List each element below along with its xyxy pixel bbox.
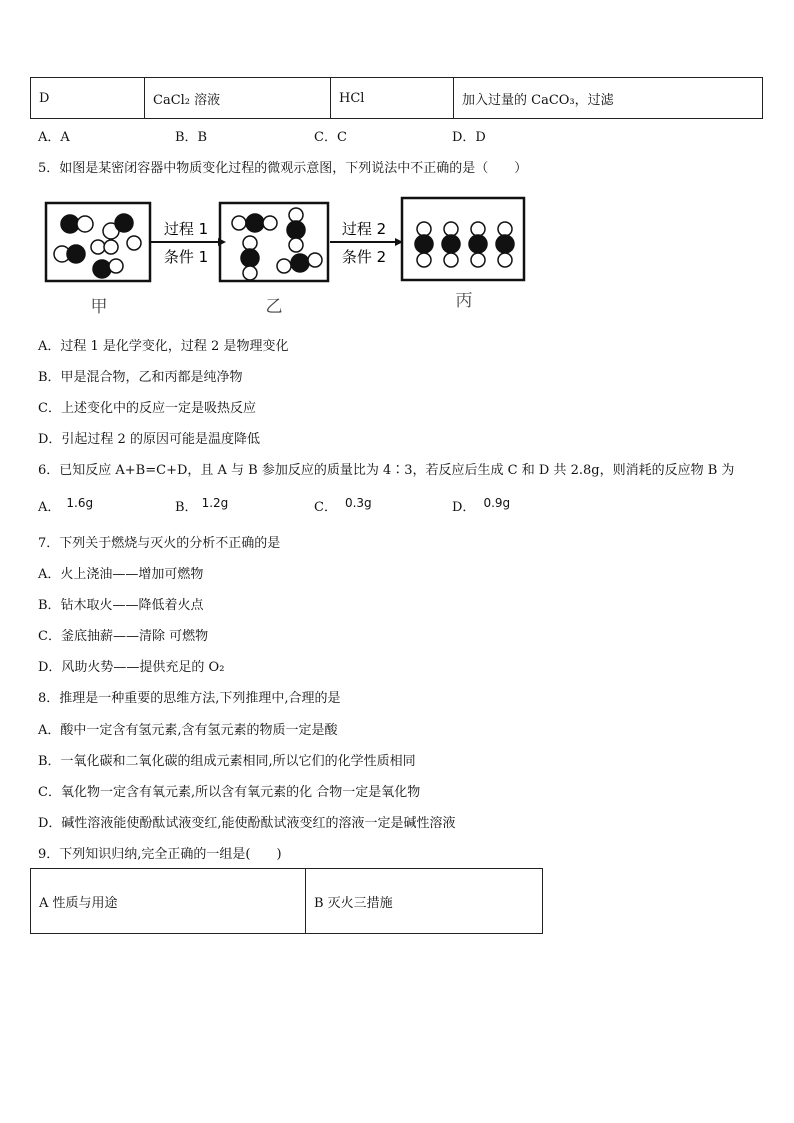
q9-table xyxy=(30,868,543,934)
option-value: 0.9g xyxy=(483,496,511,510)
question-8-stem: 8．推理是一种重要的思维方法,下列推理中,合理的是 xyxy=(38,691,341,706)
option-value: 1.2g xyxy=(201,496,229,510)
molecules-bing xyxy=(415,222,514,267)
table-cell: HCl xyxy=(331,78,454,119)
q8-option-d: D．碱性溶液能使酚酞试液变红,能使酚酞试液变红的溶液一定是碱性溶液 xyxy=(38,816,456,831)
q7-option-c: C．釜底抽薪——清除 可燃物 xyxy=(38,629,209,644)
q7-option-a: A．火上浇油——增加可燃物 xyxy=(38,567,204,582)
q7-option-b: B．钻木取火——降低着火点 xyxy=(38,598,204,613)
q6-option-c xyxy=(314,496,372,515)
molecules-jia xyxy=(54,214,141,278)
q7-option-d: D．风助火势——提供充足的 O₂ xyxy=(38,660,225,675)
question-7-stem: 7．下列关于燃烧与灭火的分析不正确的是 xyxy=(38,536,281,551)
arrow2-bottom-label: 条件 2 xyxy=(341,248,387,266)
q8-option-b: B．一氧化碳和二氧化碳的组成元素相同,所以它们的化学性质相同 xyxy=(38,754,416,769)
table-cell: 加入过量的 CaCO₃，过滤 xyxy=(454,78,763,119)
table-cell: D xyxy=(31,78,145,119)
table-cell: CaCl₂ 溶液 xyxy=(145,78,331,119)
option-letter: C． xyxy=(314,500,337,515)
label-yi: 乙 xyxy=(265,297,283,317)
table-row xyxy=(31,78,763,119)
question-5-stem: 5．如图是某密闭容器中物质变化过程的微观示意图，下列说法中不正确的是（ ） xyxy=(38,161,528,176)
table-cell: A 性质与用途 xyxy=(31,869,306,934)
top-table xyxy=(30,77,763,119)
q6-option-b xyxy=(175,496,228,515)
molecules-yi xyxy=(232,208,322,280)
option-letter: D． xyxy=(452,500,476,515)
option-value: 0.3g xyxy=(344,496,372,510)
option-letter: A． xyxy=(38,500,61,515)
q6-option-d xyxy=(452,496,510,515)
label-jia: 甲 xyxy=(90,297,108,317)
option-a: A．A xyxy=(38,130,70,145)
arrow1-bottom-label: 条件 1 xyxy=(163,248,209,266)
q5-option-c: C．上述变化中的反应一定是吸热反应 xyxy=(38,401,256,416)
option-c: C．C xyxy=(314,130,347,145)
option-letter: B． xyxy=(175,500,198,515)
q5-option-a: A．过程 1 是化学变化，过程 2 是物理变化 xyxy=(38,339,289,354)
option-value: 1.6g xyxy=(66,496,94,510)
q6-option-a xyxy=(38,496,93,515)
q8-option-a: A．酸中一定含有氢元素,含有氢元素的物质一定是酸 xyxy=(38,723,338,738)
option-b: B．B xyxy=(175,130,208,145)
arrow2-top-label: 过程 2 xyxy=(341,220,387,238)
question-9-stem: 9．下列知识归纳,完全正确的一组是( ) xyxy=(38,847,282,862)
molecule-diagram xyxy=(38,190,528,318)
table-cell: B 灭火三措施 xyxy=(306,869,543,934)
table-row xyxy=(31,869,543,934)
q5-option-b: B．甲是混合物，乙和丙都是纯净物 xyxy=(38,370,243,385)
question-6-stem: 6．已知反应 A+B=C+D，且 A 与 B 参加反应的质量比为 4∶3，若反应后生成 C 和 D 共 2.8g，则消耗的反应物 B 为 xyxy=(38,463,735,478)
arrow1-top-label: 过程 1 xyxy=(163,220,209,238)
q5-option-d: D．引起过程 2 的原因可能是温度降低 xyxy=(38,432,260,447)
label-bing: 丙 xyxy=(455,291,473,311)
option-d: D．D xyxy=(452,130,486,145)
q8-option-c: C．氧化物一定含有氧元素,所以含有氧元素的化 合物一定是氧化物 xyxy=(38,785,421,800)
box-yi xyxy=(220,203,328,281)
